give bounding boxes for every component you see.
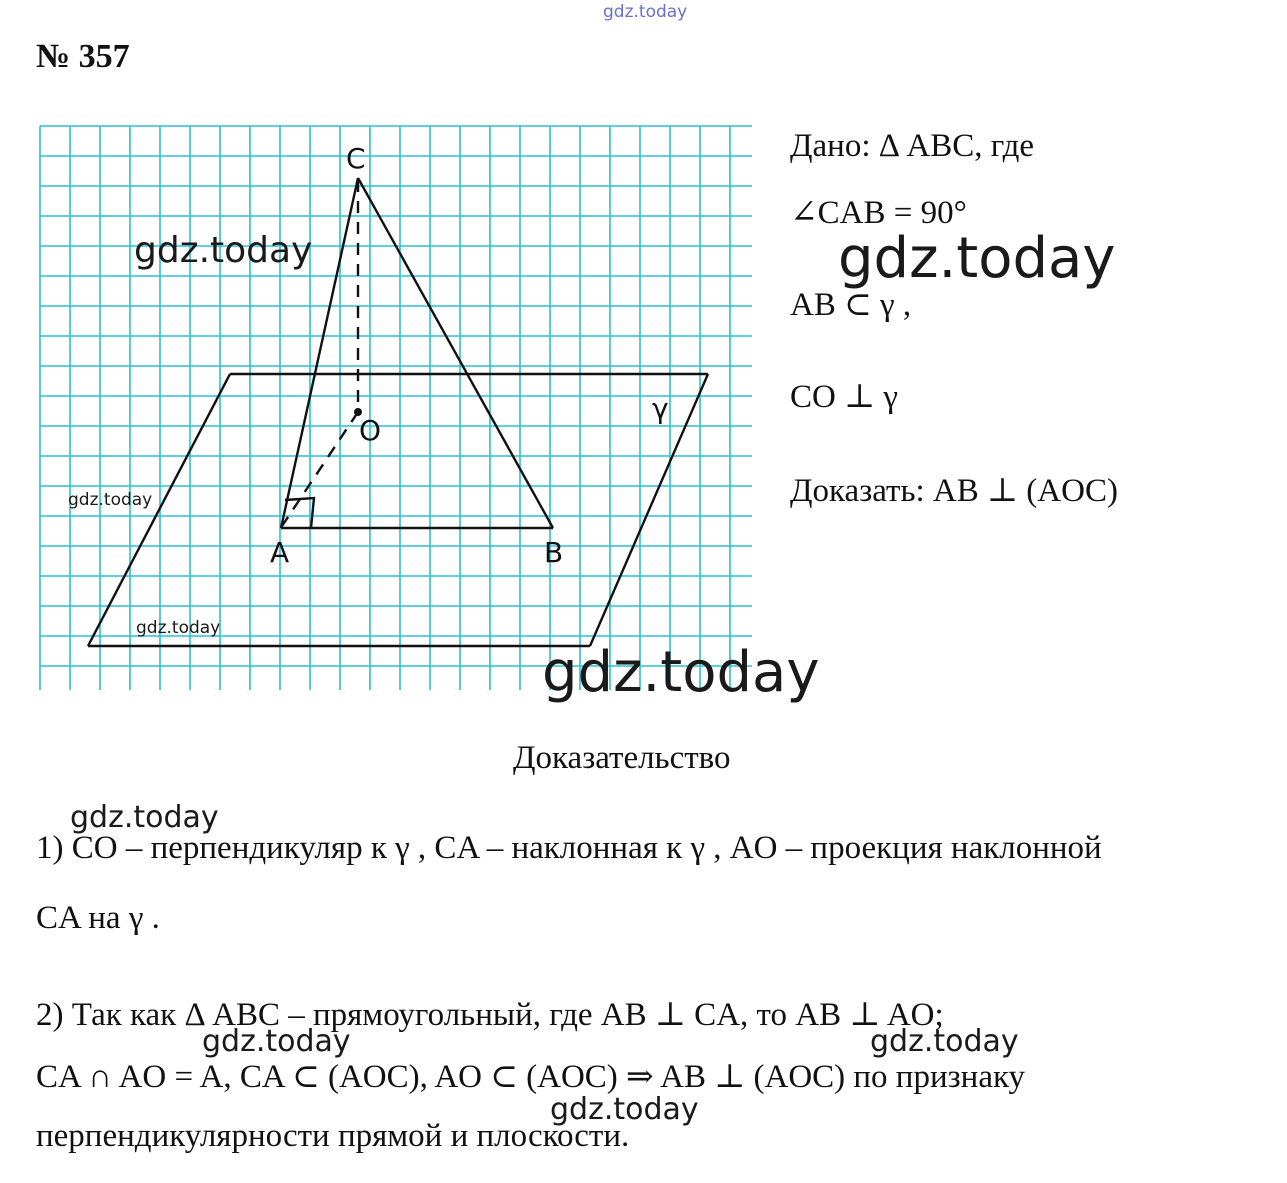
label-o: O xyxy=(359,414,382,447)
watermark-given: gdz.today xyxy=(838,226,1116,291)
proof-step1-line2: CA на γ . xyxy=(36,900,160,936)
grid xyxy=(40,126,752,690)
proof-step2-line3: перпендикулярности прямой и плоскости. xyxy=(36,1118,630,1154)
proof-step1-line1: 1) CO – перпендикуляр к γ , CA – наклонная к γ , AO – проекция наклонной xyxy=(36,830,1102,866)
watermark-proof-mid-right: gdz.today xyxy=(870,1024,1019,1059)
watermark-proof-top: gdz.today xyxy=(70,800,219,835)
watermark-figure-bottom-big: gdz.today xyxy=(542,640,820,705)
proof-title: Доказательство xyxy=(513,740,731,776)
watermark-figure-bottom-small: gdz.today xyxy=(136,618,221,638)
given-line-5: Доказать: AB ⊥ (AOC) xyxy=(790,473,1118,509)
proof-step2-line1: 2) Так как Δ ABC – прямоугольный, где AB ⊥ CA, то AB ⊥ AO; xyxy=(36,997,944,1033)
proof-step2-line2: CA ∩ AO = A, CA ⊂ (AOC), AO ⊂ (AOC) ⇒ AB ⊥ (AOC) по признаку xyxy=(36,1059,1026,1095)
watermark-proof-bottom: gdz.today xyxy=(550,1092,699,1127)
given-line-3: AB ⊂ γ , xyxy=(790,287,912,323)
given-line-1: Дано: Δ ABC, где xyxy=(790,128,1035,164)
segment-cb xyxy=(358,178,553,528)
problem-number: № 357 xyxy=(36,38,130,75)
watermark-proof-mid-left: gdz.today xyxy=(202,1024,351,1059)
geometry-figure xyxy=(0,0,780,720)
watermark-top: gdz.today xyxy=(603,2,688,22)
watermark-figure-top: gdz.today xyxy=(134,230,313,271)
label-gamma: γ xyxy=(652,392,669,425)
label-b: B xyxy=(544,536,564,569)
watermark-figure-left: gdz.today xyxy=(68,490,153,510)
label-c: C xyxy=(346,142,366,175)
given-line-2: ∠CAB = 90° xyxy=(790,195,967,231)
label-a: A xyxy=(270,536,290,569)
given-line-4: CO ⊥ γ xyxy=(790,379,898,415)
